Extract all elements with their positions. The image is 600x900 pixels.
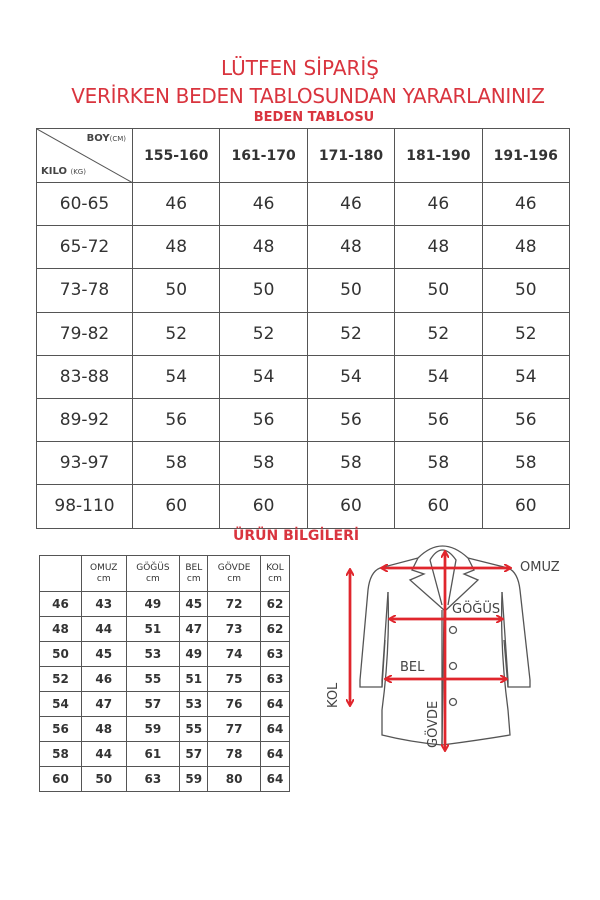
- size-table-row: [37, 183, 570, 226]
- measurement-value-cell: 63: [260, 667, 289, 692]
- size-number-cell: 60: [40, 767, 82, 792]
- product-table-row: [40, 667, 290, 692]
- measurement-value-cell: 61: [126, 742, 180, 767]
- size-value-cell: 50: [395, 269, 482, 312]
- size-value-cell: 56: [307, 398, 394, 441]
- measurement-value-cell: 55: [180, 717, 208, 742]
- weight-range-cell: 93-97: [37, 442, 133, 485]
- size-table-row: [37, 355, 570, 398]
- height-column-header: 171-180: [307, 129, 394, 183]
- measurement-value-cell: 59: [180, 767, 208, 792]
- height-column-header: 161-170: [220, 129, 307, 183]
- product-table-row: [40, 742, 290, 767]
- size-value-cell: 60: [133, 485, 220, 528]
- measurement-value-cell: 76: [208, 692, 261, 717]
- weight-range-cell: 65-72: [37, 226, 133, 269]
- size-number-cell: 48: [40, 617, 82, 642]
- measurement-value-cell: 46: [82, 667, 127, 692]
- title-line-2: VERİRKEN BEDEN TABLOSUNDAN YARARLANINIZ: [71, 84, 545, 108]
- size-value-cell: 50: [133, 269, 220, 312]
- title-line-1: LÜTFEN SİPARİŞ: [220, 56, 379, 80]
- size-value-cell: 54: [133, 355, 220, 398]
- measurement-value-cell: 64: [260, 717, 289, 742]
- measure-column-header: GÖĞÜS cm: [126, 556, 180, 592]
- size-value-cell: 56: [482, 398, 569, 441]
- product-table-row: [40, 692, 290, 717]
- size-value-cell: 60: [482, 485, 569, 528]
- size-value-cell: 48: [220, 226, 307, 269]
- size-table-header-row: [37, 129, 570, 183]
- measurement-value-cell: 44: [82, 742, 127, 767]
- weight-range-cell: 89-92: [37, 398, 133, 441]
- size-number-cell: 56: [40, 717, 82, 742]
- product-info-table: [39, 555, 290, 792]
- size-value-cell: 46: [220, 183, 307, 226]
- size-number-cell: 58: [40, 742, 82, 767]
- product-info-title: ÜRÜN BİLGİLERİ: [233, 528, 360, 544]
- measure-column-header: BEL cm: [180, 556, 208, 592]
- size-value-cell: 58: [482, 442, 569, 485]
- measurement-value-cell: 62: [260, 592, 289, 617]
- product-table-row: [40, 767, 290, 792]
- corner-header-cell: [37, 129, 133, 183]
- size-chart-table: [36, 128, 570, 529]
- size-value-cell: 60: [307, 485, 394, 528]
- weight-range-cell: 73-78: [37, 269, 133, 312]
- size-value-cell: 54: [482, 355, 569, 398]
- measurement-value-cell: 72: [208, 592, 261, 617]
- measurement-value-cell: 50: [82, 767, 127, 792]
- size-value-cell: 48: [133, 226, 220, 269]
- size-number-cell: 46: [40, 592, 82, 617]
- measurement-value-cell: 47: [180, 617, 208, 642]
- measurement-value-cell: 55: [126, 667, 180, 692]
- measurement-value-cell: 77: [208, 717, 261, 742]
- weight-range-cell: 79-82: [37, 312, 133, 355]
- product-table-row: [40, 617, 290, 642]
- size-value-cell: 46: [482, 183, 569, 226]
- measurement-value-cell: 44: [82, 617, 127, 642]
- measurement-value-cell: 51: [180, 667, 208, 692]
- measurement-value-cell: 80: [208, 767, 261, 792]
- measurement-value-cell: 43: [82, 592, 127, 617]
- size-value-cell: 48: [395, 226, 482, 269]
- measurement-value-cell: 45: [82, 642, 127, 667]
- size-value-cell: 56: [395, 398, 482, 441]
- measure-column-header: GÖVDE cm: [208, 556, 261, 592]
- size-value-cell: 54: [220, 355, 307, 398]
- size-number-cell: 52: [40, 667, 82, 692]
- size-value-cell: 54: [307, 355, 394, 398]
- gogus-label: GÖĞÜS: [452, 602, 501, 617]
- size-table-title: BEDEN TABLOSU: [253, 110, 375, 125]
- size-table-row: [37, 398, 570, 441]
- govde-label: GÖVDE: [426, 700, 441, 748]
- size-table-row: [37, 226, 570, 269]
- size-value-cell: 58: [220, 442, 307, 485]
- size-value-cell: 60: [220, 485, 307, 528]
- product-table-row: [40, 592, 290, 617]
- bel-label: BEL: [400, 660, 425, 675]
- weight-range-cell: 98-110: [37, 485, 133, 528]
- measurement-value-cell: 59: [126, 717, 180, 742]
- size-value-cell: 58: [307, 442, 394, 485]
- size-number-cell: 54: [40, 692, 82, 717]
- measurement-value-cell: 57: [180, 742, 208, 767]
- measurement-value-cell: 47: [82, 692, 127, 717]
- weight-range-cell: 83-88: [37, 355, 133, 398]
- measurement-value-cell: 53: [126, 642, 180, 667]
- size-value-cell: 52: [482, 312, 569, 355]
- size-table-row: [37, 485, 570, 528]
- measure-column-header: OMUZ cm: [82, 556, 127, 592]
- weight-range-cell: 60-65: [37, 183, 133, 226]
- empty-corner-cell: [40, 556, 82, 592]
- measurement-value-cell: 64: [260, 767, 289, 792]
- size-value-cell: 52: [395, 312, 482, 355]
- measurement-value-cell: 45: [180, 592, 208, 617]
- size-table-row: [37, 269, 570, 312]
- size-value-cell: 52: [307, 312, 394, 355]
- measurement-value-cell: 64: [260, 692, 289, 717]
- size-value-cell: 46: [133, 183, 220, 226]
- size-value-cell: 50: [220, 269, 307, 312]
- product-table-row: [40, 717, 290, 742]
- measurement-value-cell: 48: [82, 717, 127, 742]
- size-value-cell: 52: [220, 312, 307, 355]
- height-column-header: 191-196: [482, 129, 569, 183]
- size-value-cell: 50: [482, 269, 569, 312]
- measurement-value-cell: 62: [260, 617, 289, 642]
- measurement-value-cell: 51: [126, 617, 180, 642]
- size-value-cell: 54: [395, 355, 482, 398]
- size-value-cell: 46: [307, 183, 394, 226]
- height-column-header: 155-160: [133, 129, 220, 183]
- measurement-value-cell: 49: [180, 642, 208, 667]
- size-value-cell: 60: [395, 485, 482, 528]
- measurement-value-cell: 49: [126, 592, 180, 617]
- coat-measurement-diagram: [326, 530, 580, 780]
- measurement-value-cell: 75: [208, 667, 261, 692]
- measurement-value-cell: 63: [260, 642, 289, 667]
- size-table-row: [37, 442, 570, 485]
- size-table-row: [37, 312, 570, 355]
- size-value-cell: 52: [133, 312, 220, 355]
- size-value-cell: 48: [482, 226, 569, 269]
- size-value-cell: 58: [133, 442, 220, 485]
- height-column-header: 181-190: [395, 129, 482, 183]
- size-value-cell: 56: [220, 398, 307, 441]
- kol-label: KOL: [326, 682, 341, 708]
- size-value-cell: 56: [133, 398, 220, 441]
- measurement-value-cell: 64: [260, 742, 289, 767]
- measurement-value-cell: 73: [208, 617, 261, 642]
- measurement-value-cell: 57: [126, 692, 180, 717]
- omuz-label: OMUZ: [520, 560, 560, 575]
- product-table-header-row: [40, 556, 290, 592]
- measurement-value-cell: 74: [208, 642, 261, 667]
- size-value-cell: 46: [395, 183, 482, 226]
- weight-axis-label: KILO (KG): [41, 166, 86, 177]
- measurement-value-cell: 53: [180, 692, 208, 717]
- size-number-cell: 50: [40, 642, 82, 667]
- measurement-value-cell: 78: [208, 742, 261, 767]
- measurement-value-cell: 63: [126, 767, 180, 792]
- size-value-cell: 58: [395, 442, 482, 485]
- height-axis-label: BOY(CM): [86, 133, 126, 144]
- size-value-cell: 50: [307, 269, 394, 312]
- measure-column-header: KOL cm: [260, 556, 289, 592]
- size-value-cell: 48: [307, 226, 394, 269]
- product-table-row: [40, 642, 290, 667]
